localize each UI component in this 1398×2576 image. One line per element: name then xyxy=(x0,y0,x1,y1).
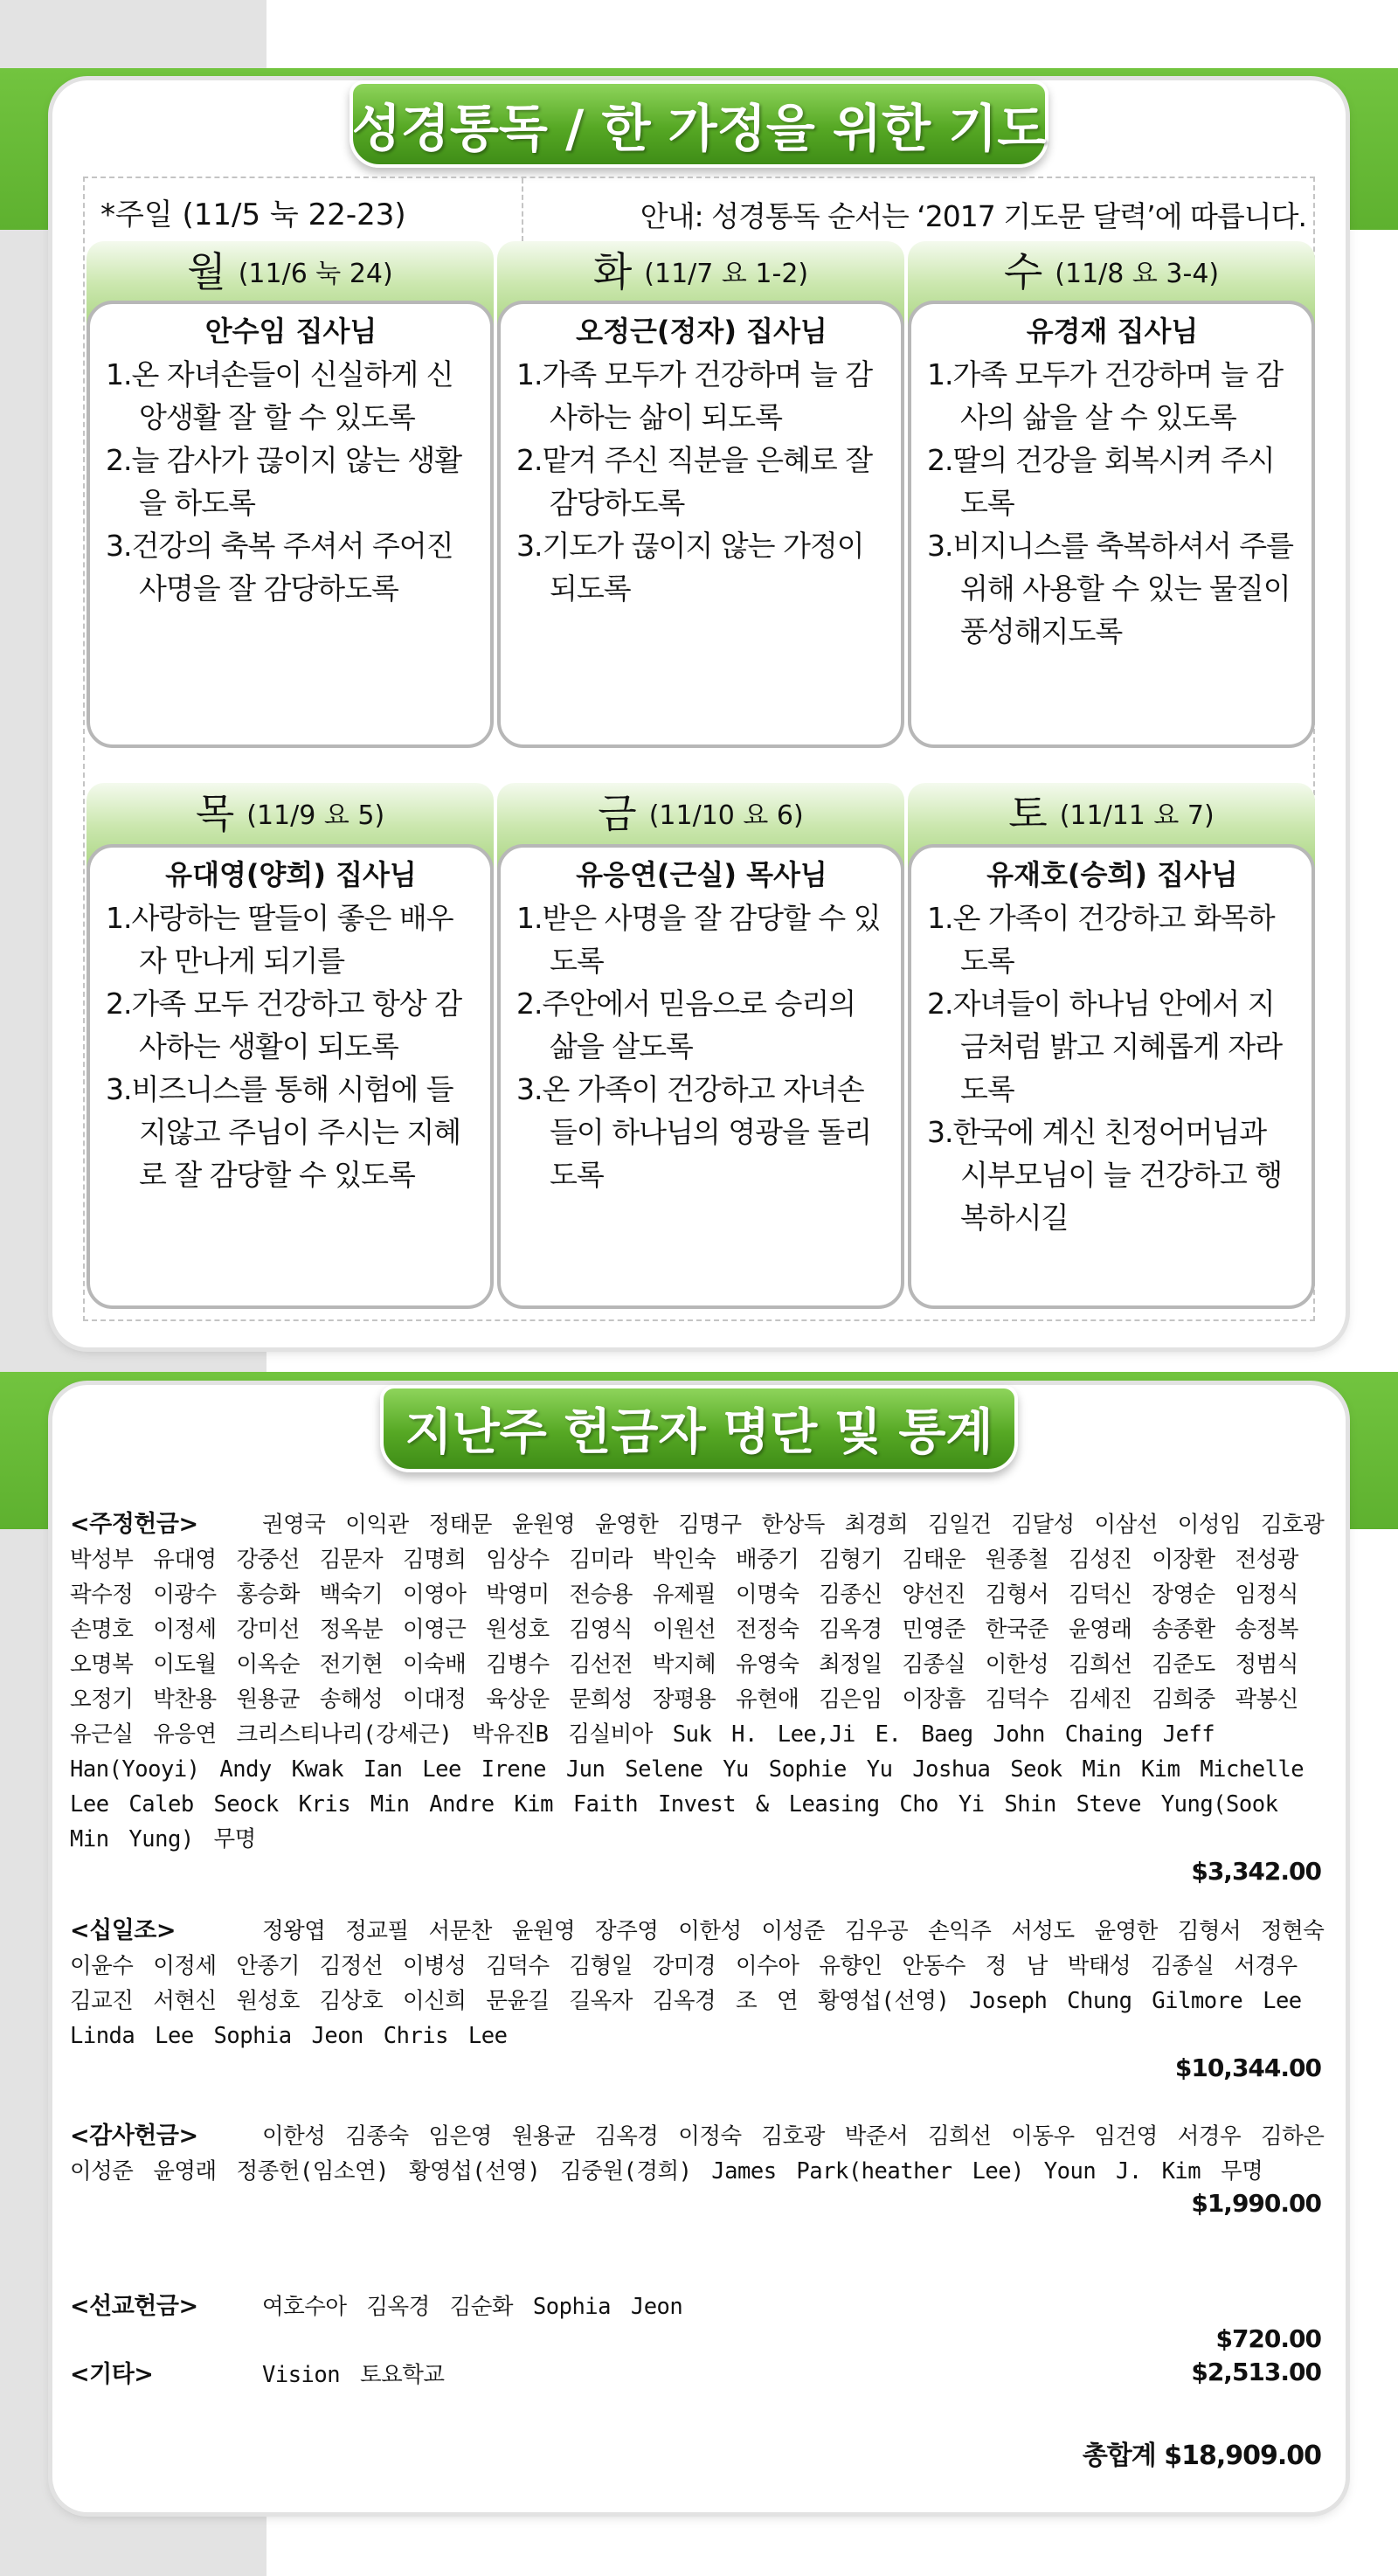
offering-amount: $1,990.00 xyxy=(1191,2189,1321,2218)
offering-names xyxy=(70,1914,1328,2053)
prayer-item: 3.비즈니스를 통해 시험에 들지않고 주님이 주시는 지혜로 잘 감당할 수 있도록 xyxy=(106,1072,461,1192)
prayer-item: 1.사랑하는 딸들이 좋은 배우자 만나게 되기를 xyxy=(106,901,453,978)
offering-names xyxy=(70,1507,1328,1857)
prayer-item: 2.늘 감사가 끊이지 않는 생활을 하도록 xyxy=(106,443,462,520)
day-name: 월 xyxy=(187,248,226,295)
offering-label: <십일조> xyxy=(70,1917,176,1944)
day-name: 수 xyxy=(1003,248,1043,295)
offering-mission xyxy=(70,2289,1328,2353)
prayer-item: 2.주안에서 믿음으로 승리의 삶을 살도록 xyxy=(516,987,856,1063)
frame-divider xyxy=(522,178,523,241)
offering-amount: $2,513.00 xyxy=(1191,2358,1321,2386)
offering-label: <감사헌금> xyxy=(70,2122,198,2150)
day-name: 목 xyxy=(195,790,235,837)
day-reading: (11/7 요 1-2) xyxy=(644,259,809,289)
prayer-panel xyxy=(52,80,1346,1347)
prayer-item: 3.비지니스를 축복하셔서 주를 위해 사용할 수 있는 물질이 풍성해지도록 xyxy=(927,529,1294,648)
offering-names xyxy=(70,2119,1328,2189)
prayer-person: 유경재 집사님 xyxy=(1026,315,1199,348)
offering-thanks xyxy=(70,2119,1328,2218)
prayer-person: 안수임 집사님 xyxy=(204,315,377,348)
prayer-card-thu xyxy=(87,844,494,1309)
prayer-item: 2.딸의 건강을 회복시켜 주시도록 xyxy=(927,443,1275,520)
day-reading: (11/8 요 3-4) xyxy=(1055,259,1220,289)
prayer-item: 1.가족 모두가 건강하며 늘 감사의 삶을 살 수 있도록 xyxy=(927,357,1284,434)
offering-other xyxy=(70,2358,1328,2386)
prayer-item: 2.맡겨 주신 직분을 은혜로 잘 감당하도록 xyxy=(516,443,873,520)
prayer-item: 2.가족 모두 건강하고 항상 감사하는 생활이 되도록 xyxy=(106,987,462,1063)
offering-label: <기타> xyxy=(70,2361,154,2388)
prayer-title-banner xyxy=(350,80,1048,168)
prayer-item: 3.기도가 끊이지 않는 가정이 되도록 xyxy=(516,529,864,606)
offering-title: 지난주 헌금자 명단 및 통계 xyxy=(405,1404,993,1461)
offering-name-list: Vision 토요학교 xyxy=(262,2362,445,2388)
reading-notice: 안내: 성경통독 순서는 ‘2017 기도문 달력’에 따릅니다. xyxy=(640,199,1306,233)
sunday-reading: *주일 (11/5 눅 22-23) xyxy=(100,197,406,232)
prayer-item: 3.온 가족이 건강하고 자녀손들이 하나님의 영광을 돌리도록 xyxy=(516,1072,872,1192)
prayer-person: 유대영(양희) 집사님 xyxy=(165,858,417,891)
prayer-card-tue xyxy=(497,301,904,748)
prayer-item: 2.자녀들이 하나님 안에서 지금처럼 밝고 지혜롭게 자라도록 xyxy=(927,987,1283,1106)
offering-names xyxy=(70,2289,1328,2324)
offering-name-list: 이한성 김종숙 임은영 원용균 김옥경 이정숙 김호광 박준서 김희선 이동우 임건영 서경우 김하은 이성준 윤영래 정종헌(임소연) 황영섭(선영) 김중원(경희) James Park(heather Lee) Youn J. Kim 무명 xyxy=(70,2123,1325,2185)
offering-label: <주정헌금> xyxy=(70,1511,198,1538)
offering-title-banner xyxy=(380,1385,1018,1472)
prayer-card-sat xyxy=(908,844,1315,1309)
prayer-item: 1.가족 모두가 건강하며 늘 감사하는 삶이 되도록 xyxy=(516,357,873,434)
prayer-card-mon xyxy=(87,301,494,748)
offering-name-list: 정왕엽 정교필 서문찬 윤원영 장주영 이한성 이성준 김우공 손익주 서성도 윤영한 김형서 정현숙 이윤수 이정세 안종기 김정선 이병성 김덕수 김형일 강미경 이수아 유향인 안동수 정 남 박태성 김종실 서경우 김교진 서현신 원성호 김상호 이신희 문윤길 길옥자 김옥경 조 연 황영섭(선영) Joseph Chung Gilmore Lee Linda Lee Sophia Jeon Chris Lee xyxy=(70,1918,1325,2049)
offering-sunday xyxy=(70,1507,1328,1886)
prayer-item: 1.온 가족이 건강하고 화목하도록 xyxy=(927,901,1275,978)
offering-name-list: 권영국 이익관 정태문 윤원영 윤영한 김명구 한상득 최경희 김일건 김달성 이삼선 이성임 김호광 박성부 유대영 강중선 김문자 김명희 임상수 김미라 박인숙 배중기 김형기 김태운 원종철 김성진 이장환 전성광 곽수정 이광수 홍승화 백숙기 이영아 박영미 전승용 유제필 이명숙 김종신 양선진 김형서 김덕신 장영순 임정식 손명호 이정세 강미선 정옥분 이영근 원성호 김영식 이원선 전정숙 김옥경 민영준 한국준 윤영래 송종환 송정복 오명복 이도월 이옥순 전기현 이숙배 김병수 김선전 박지혜 유영숙 최정일 김종실 이한성 김희선 김준도 정범식 오정기 박찬용 원용균 송해성 이대정 육상운 문희성 장평용 유현애 김은임 이장흠 김덕수 김세진 김희중 곽봉신 유근실 유응연 크리스티나리(강세근) 박유진B 김실비아 Suk H. Lee,Ji E. Baeg John Chaing Jeff Han(Yooyi) Andy Kwak Ian Lee Irene Jun Selene Yu Sophie Yu Joshua Seok Min Kim Michelle Lee Caleb Seock Kris Min Andre Kim Faith Invest & Leasing Cho Yi Shin Steve Yung(Sook Min Yung) 무명 xyxy=(70,1512,1325,1852)
offering-tithe xyxy=(70,1914,1328,2082)
prayer-card-wed xyxy=(908,301,1315,748)
prayer-person: 유응연(근실) 목사님 xyxy=(576,858,827,891)
day-name: 토 xyxy=(1008,790,1048,837)
day-reading: (11/11 요 7) xyxy=(1059,800,1215,831)
offering-amount: $3,342.00 xyxy=(1191,1857,1321,1886)
day-reading: (11/9 요 5) xyxy=(246,800,385,831)
prayer-item: 3.한국에 계신 친정어머님과 시부모님이 늘 건강하고 행복하시길 xyxy=(927,1115,1283,1235)
prayer-frame xyxy=(83,177,1315,1321)
prayer-title: 성경통독 / 한 가정을 위한 기도 xyxy=(351,99,1047,158)
offering-label: <선교헌금> xyxy=(70,2293,198,2320)
offering-name-list: 여호수아 김옥경 김순화 Sophia Jeon xyxy=(262,2294,683,2320)
day-name: 금 xyxy=(598,790,637,837)
prayer-item: 1.온 자녀손들이 신실하게 신앙생활 잘 할 수 있도록 xyxy=(106,357,453,434)
offering-total: 총합계 $18,909.00 xyxy=(1082,2441,1321,2471)
prayer-person: 오정근(정자) 집사님 xyxy=(576,315,827,348)
prayer-person: 유재호(승희) 집사님 xyxy=(986,858,1238,891)
offering-amount: $10,344.00 xyxy=(1174,2053,1321,2082)
day-reading: (11/6 눅 24) xyxy=(238,259,393,289)
day-name: 화 xyxy=(592,248,633,295)
prayer-card-fri xyxy=(497,844,904,1309)
day-reading: (11/10 요 6) xyxy=(648,800,804,831)
offering-amount: $720.00 xyxy=(1215,2324,1321,2353)
prayer-item: 1.받은 사명을 잘 감당할 수 있도록 xyxy=(516,901,881,978)
prayer-item: 3.건강의 축복 주셔서 주어진 사명을 잘 감당하도록 xyxy=(106,529,453,606)
